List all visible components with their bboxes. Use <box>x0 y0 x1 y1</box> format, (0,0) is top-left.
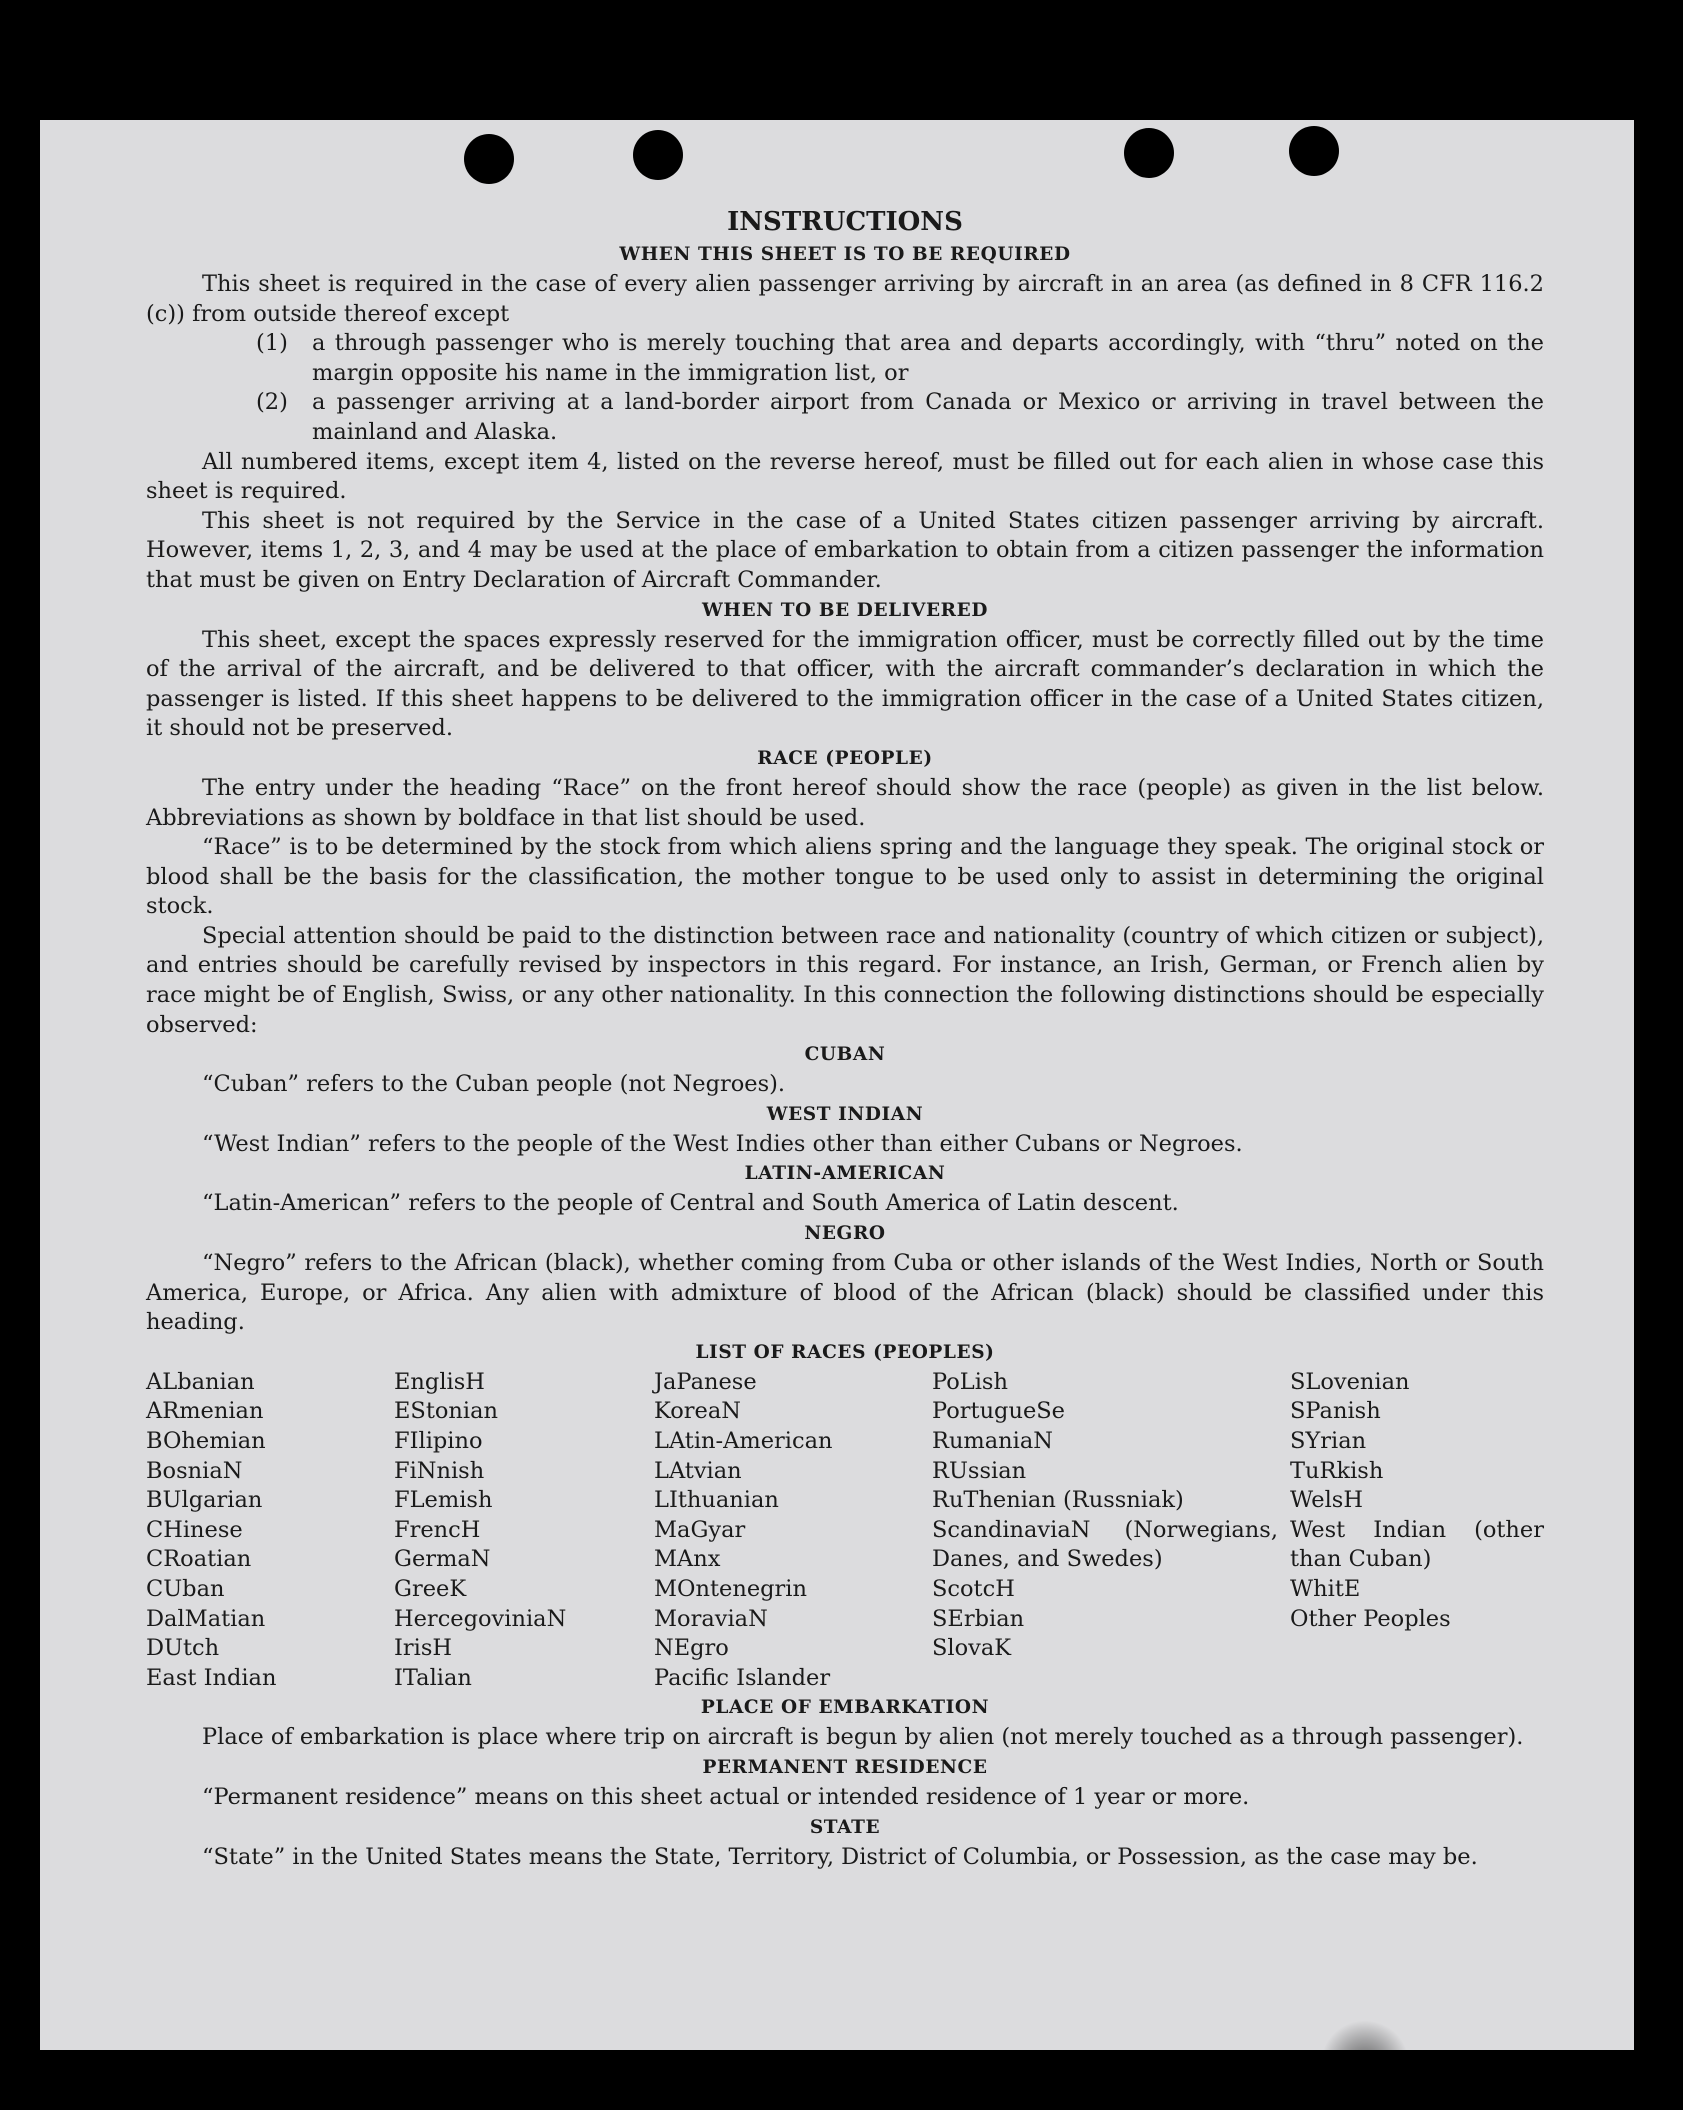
race-entry: WelsH <box>1290 1487 1363 1514</box>
paragraph: The entry under the heading “Race” on the front hereof should show the race (people) as given in the list below. Abbreviations as shown by boldface in that list should be used. <box>146 774 1544 831</box>
punch-hole-2 <box>633 130 683 180</box>
list-item <box>146 388 1544 447</box>
race-entry: MOntenegrin <box>654 1575 807 1602</box>
item-number: (1) <box>256 330 288 357</box>
race-entry: DalMatian <box>146 1605 266 1632</box>
race-entry: NEgro <box>654 1635 729 1662</box>
heading-state: STATE <box>809 1816 881 1838</box>
paragraph: “Cuban” refers to the Cuban people (not Negroes). <box>202 1071 786 1098</box>
race-entry: EStonian <box>394 1398 499 1425</box>
paragraph: This sheet, except the spaces expressly reserved for the immigration officer, must be correctly filled out by the time of the arrival of the aircraft, and be delivered to that officer, with the aircraft commander’s declaration in which the passenger is listed. If this sheet happens to be delivered to the immigration officer in the case of a United States citizen, it should not be preserved. <box>146 626 1544 742</box>
instructions-content <box>146 204 1544 1872</box>
paragraph: This sheet is not required by the Service in the case of a United States citizen passenger arriving by aircraft. However, items 1, 2, 3, and 4 may be used at the place of embarkation to obtain from a citizen passenger the information that must be given on Entry Declaration of Aircraft Commander. <box>146 507 1544 593</box>
race-entry: FiNnish <box>394 1457 485 1484</box>
race-entry: PortugueSe <box>932 1398 1066 1425</box>
heading-place-of-embarkation: PLACE OF EMBARKATION <box>700 1697 990 1719</box>
paragraph: “Race” is to be determined by the stock from which aliens spring and the language they speak. The original stock or blood shall be the basis for the classification, the mother tongue to be used only to assist in determining the original stock. <box>146 834 1544 920</box>
race-entry: JaPanese <box>654 1368 757 1395</box>
race-entry: West Indian (other than Cuban) <box>1290 1516 1544 1573</box>
paragraph: This sheet is required in the case of every alien passenger arriving by aircraft in an area (as defined in 8 CFR 116.2 (c)) from outside thereof except <box>146 271 1544 327</box>
paragraph: “Latin-American” refers to the people of Central and South America of Latin descent. <box>202 1190 1179 1217</box>
race-entry: LAtin-American <box>654 1428 833 1454</box>
race-entry: GermaN <box>394 1546 491 1573</box>
list-item <box>146 329 1544 388</box>
punch-hole-1 <box>464 134 514 184</box>
race-entry: Pacific Islander <box>654 1664 831 1691</box>
races-column-1 <box>146 1368 394 1694</box>
race-entry: SlovaK <box>932 1635 1012 1662</box>
heading-latin-american: LATIN-AMERICAN <box>744 1163 946 1185</box>
race-entry: HercegoviniaN <box>394 1605 567 1632</box>
heading-permanent-residence: PERMANENT RESIDENCE <box>702 1756 988 1778</box>
race-entry: ALbanian <box>146 1368 255 1395</box>
race-entry: Other Peoples <box>1290 1605 1451 1632</box>
heading-when-delivered: WHEN TO BE DELIVERED <box>702 599 988 621</box>
race-entry: ScandinaviaN (Norwegians, Danes, and Swedes) <box>932 1516 1278 1573</box>
item-number: (2) <box>256 389 288 416</box>
race-entry: MaGyar <box>654 1516 746 1543</box>
race-entry: SYrian <box>1290 1428 1367 1454</box>
paragraph: Place of embarkation is place where trip on aircraft is begun by alien (not merely touched as a through passenger). <box>202 1724 1524 1751</box>
paragraph: “West Indian” refers to the people of the West Indies other than either Cubans or Negroes. <box>202 1130 1243 1157</box>
heading-west-indian: WEST INDIAN <box>766 1103 924 1125</box>
race-entry: DUtch <box>146 1635 220 1662</box>
heading-list-of-races: LIST OF RACES (PEOPLES) <box>695 1341 995 1363</box>
races-column-4 <box>932 1368 1290 1694</box>
race-entry: CHinese <box>146 1516 243 1543</box>
ink-smudge <box>1320 2020 1410 2110</box>
race-entry: PoLish <box>932 1368 1008 1395</box>
race-entry: ScotcH <box>932 1575 1015 1602</box>
races-column-5 <box>1290 1368 1544 1694</box>
race-entry: BUlgarian <box>146 1487 263 1514</box>
race-entry: CUban <box>146 1575 225 1602</box>
paragraph: “State” in the United States means the State, Territory, District of Columbia, or Possession, as the case may be. <box>202 1843 1478 1870</box>
race-entry: RUssian <box>932 1457 1027 1484</box>
race-entry: EnglisH <box>394 1368 485 1395</box>
race-entry: FrencH <box>394 1516 481 1543</box>
race-entry: RuThenian (Russniak) <box>932 1487 1184 1514</box>
race-entry: KoreaN <box>654 1398 741 1425</box>
race-entry: East Indian <box>146 1664 277 1691</box>
race-entry: IrisH <box>394 1635 453 1662</box>
races-column-3 <box>654 1368 932 1694</box>
race-entry: ITalian <box>394 1664 472 1691</box>
item-text: a passenger arriving at a land-border airport from Canada or Mexico or arriving in travel between the mainland and Alaska. <box>312 389 1544 445</box>
race-entry: FLemish <box>394 1487 493 1514</box>
paragraph: “Permanent residence” means on this sheet actual or intended residence of 1 year or more. <box>202 1783 1250 1810</box>
race-entry: GreeK <box>394 1575 467 1602</box>
race-entry: FIlipino <box>394 1428 483 1454</box>
race-entry: LAtvian <box>654 1457 742 1484</box>
heading-race: RACE (PEOPLE) <box>757 747 933 769</box>
race-entry: LIthuanian <box>654 1487 779 1514</box>
race-entry: WhitE <box>1290 1575 1361 1602</box>
page-title: INSTRUCTIONS <box>727 207 963 237</box>
race-entry: SLovenian <box>1290 1368 1410 1395</box>
paragraph: “Negro” refers to the African (black), whether coming from Cuba or other islands of the West Indies, North or South America, Europe, or Africa. Any alien with admixture of blood of the African (black) should be classified under this heading. <box>146 1250 1544 1336</box>
race-entry: BOhemian <box>146 1428 266 1454</box>
race-entry: SErbian <box>932 1605 1025 1632</box>
punch-hole-3 <box>1124 128 1174 178</box>
race-entry: SPanish <box>1290 1398 1381 1425</box>
race-entry: RumaniaN <box>932 1428 1053 1454</box>
document-sheet <box>40 120 1634 2050</box>
paragraph: Special attention should be paid to the distinction between race and nationality (country of which citizen or subject), and entries should be carefully revised by inspectors in this regard. For instance, an Irish, German, or French alien by race might be of English, Swiss, or any other nationality. In this connection the following distinctions should be especially observed: <box>146 922 1544 1038</box>
heading-cuban: CUBAN <box>804 1044 886 1066</box>
heading-negro: NEGRO <box>804 1223 886 1245</box>
punch-hole-4 <box>1289 126 1339 176</box>
race-entry: TuRkish <box>1290 1457 1384 1484</box>
races-list <box>146 1368 1544 1694</box>
race-entry: ARmenian <box>146 1398 264 1425</box>
paragraph: All numbered items, except item 4, listed on the reverse hereof, must be filled out for each alien in whose case this sheet is required. <box>146 448 1544 505</box>
race-entry: MoraviaN <box>654 1605 768 1632</box>
heading-when-required: WHEN THIS SHEET IS TO BE REQUIRED <box>619 244 1071 265</box>
item-text: a through passenger who is merely touching that area and departs accordingly, with “thru” noted on the margin opposite his name in the immigration list, or <box>312 330 1544 386</box>
races-column-2 <box>394 1368 654 1694</box>
race-entry: MAnx <box>654 1546 721 1573</box>
race-entry: BosniaN <box>146 1457 243 1484</box>
race-entry: CRoatian <box>146 1546 252 1573</box>
